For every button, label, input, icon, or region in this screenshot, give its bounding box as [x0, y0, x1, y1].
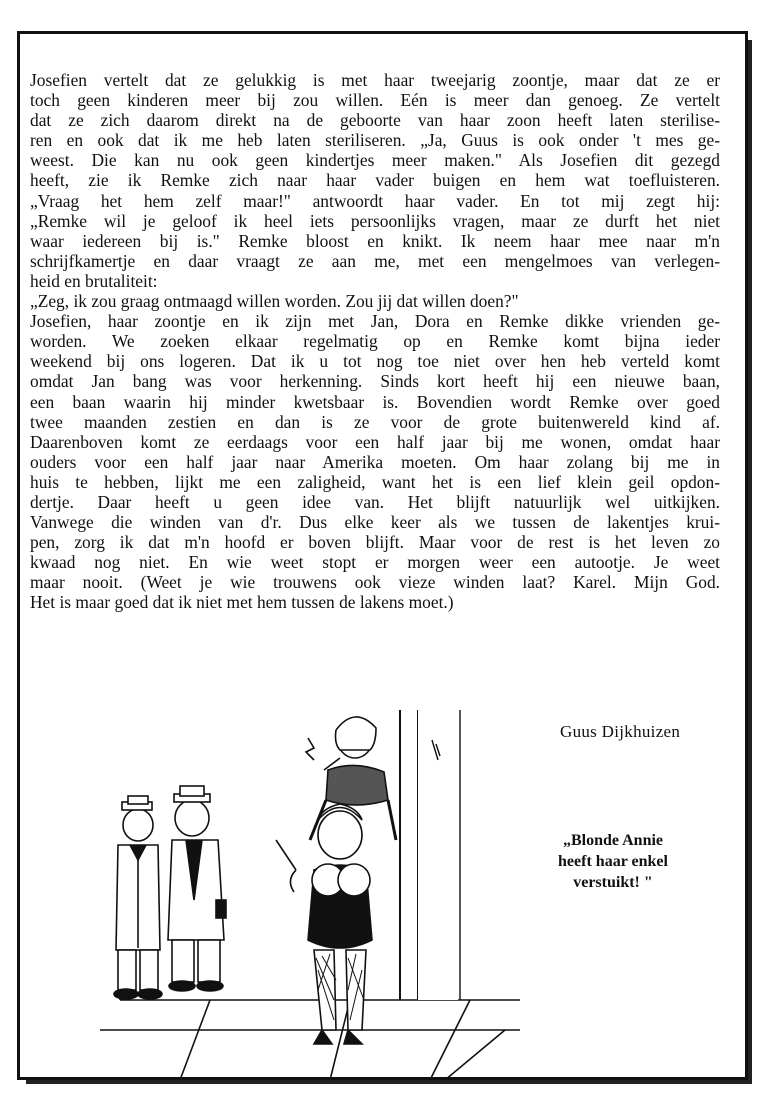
story-line: worden. We zoeken elkaar regelmatig op en Remke komt bijna ieder: [30, 331, 720, 352]
story-line: huis te hebben, lijkt me een zaligheid, want het is een lief klein geil opdon-: [30, 471, 720, 492]
story-line: waar iedereen bij is." Remke bloost en knikt. Ik neem haar mee naar m'n: [30, 230, 720, 251]
building-wall: [400, 710, 460, 1000]
story-line: Daarenboven komt ze eerdaags voor een half jaar bij me wonen, omdat haar: [30, 431, 720, 452]
story-line: ren en ook dat ik me heb laten steriliseren. „Ja, Guus is ook onder 't mes ge-: [30, 130, 720, 151]
story-line: schrijfkamertje en daar vraagt ze aan me, met een mengelmoes van verlegen-: [30, 250, 720, 271]
cartoon-illustration: [100, 700, 520, 1080]
story-line: Vanwege die winden van d'r. Dus elke keer als we tussen de lakentjes krui-: [30, 512, 720, 533]
author-signature: Guus Dijkhuizen: [560, 722, 681, 741]
story-line: heeft, zie ik Remke zich naar haar vader buigen en hem wat toefluisteren.: [30, 170, 720, 191]
story-line: omdat Jan bang was voor herkenning. Sinds kort heeft hij een nieuwe baan,: [30, 371, 720, 392]
story-line: pen, zorg ik dat m'n hoofd er boven blijft. Maar voor de rest is het leven zo: [30, 532, 720, 553]
story-line: weekend bij ons logeren. Dat ik u tot nog toe niet over hen heb verteld komt: [30, 351, 720, 372]
caption-line: heeft haar enkel: [558, 853, 668, 870]
story-line: Josefien, haar zoontje en ik zijn met Jan, Dora en Remke dikke vrienden ge-: [30, 311, 720, 332]
caption-line: „Blonde Annie: [562, 832, 664, 849]
story-line: „Vraag het hem zelf maar!" antwoordt haar vader. En tot mij zegt hij:: [30, 190, 720, 211]
story-line: dat ze zich daarom direkt na de geboorte van haar zoon heeft laten sterilise-: [30, 110, 720, 131]
story-line: Het is maar goed dat ik niet met hem tussen de lakens moet.): [30, 592, 454, 613]
man-right: [168, 786, 226, 991]
story-line: toch geen kinderen meer bij zou willen. Eén is meer dan genoeg. Ze vertelt: [30, 90, 720, 111]
cartoon-caption: [528, 830, 698, 893]
story-line: kwaad nog niet. En wie weet stopt er morgen weer een autootje. Je weet: [30, 552, 720, 573]
story-line: heid en brutaliteit:: [30, 270, 158, 291]
story-text: [30, 70, 720, 613]
story-line: een baan waarin hij minder kwetsbaar is. Bovendien wordt Remke over goed: [30, 391, 720, 412]
woman-carrier: [276, 804, 372, 1044]
story-line: dertje. Daar heeft u geen idee van. Het blijft natuurlijk wel uitkijken.: [30, 491, 720, 512]
story-line: maar nooit. (Weet je wie trouwens ook vieze winden laat? Karel. Mijn God.: [30, 572, 720, 593]
man-left: [114, 796, 162, 999]
story-line: „Remke wil je geloof ik heel iets persoonlijks vragen, maar ze durft het niet: [30, 210, 720, 231]
story-line: twee maanden zestien en dan is ze voor de grote buitenwereld kind af.: [30, 411, 720, 432]
caption-line: verstuikt! ": [573, 874, 653, 891]
story-line: Josefien vertelt dat ze gelukkig is met haar tweejarig zoontje, maar dat ze er: [30, 70, 720, 90]
story-line: „Zeg, ik zou graag ontmaagd willen worden. Zou jij dat willen doen?": [30, 291, 519, 312]
story-line: ouders voor een half jaar naar Amerika moeten. Om haar zolang bij me in: [30, 451, 720, 472]
story-line: weest. Die kan nu ook geen kindertjes meer maken." Als Josefien dit gezegd: [30, 150, 720, 171]
